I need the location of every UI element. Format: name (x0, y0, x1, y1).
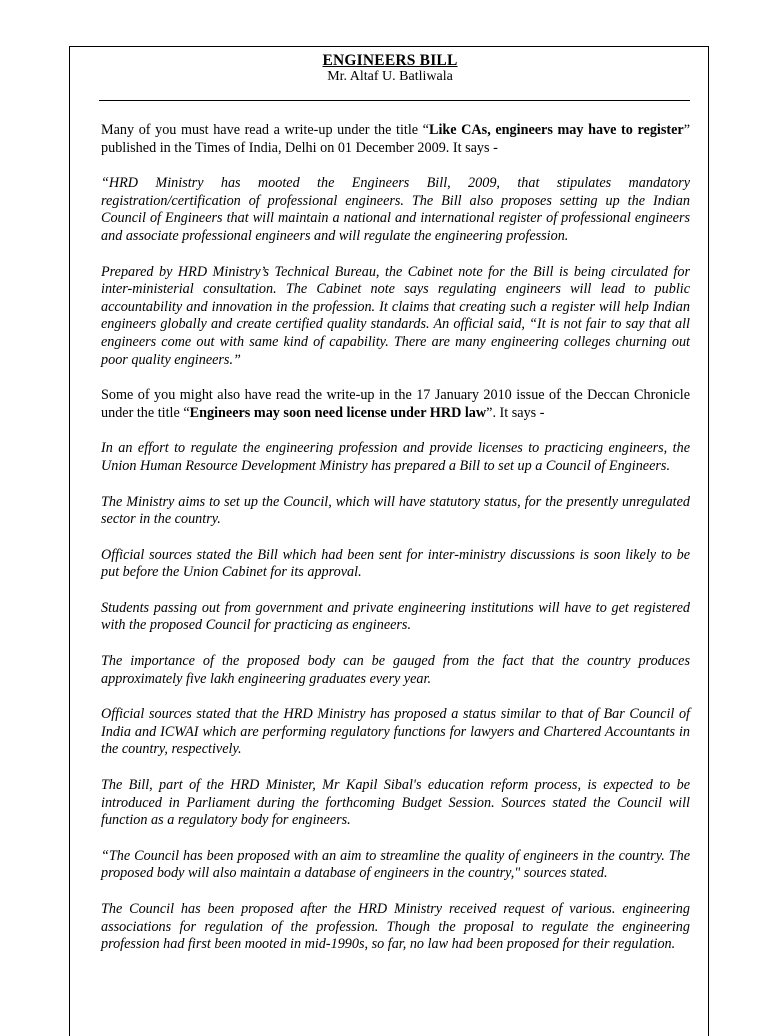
article-title-toi: Like CAs, engineers may have to register (428, 122, 684, 138)
document-page (69, 46, 709, 1036)
quote-paragraph: Students passing out from government and private engineering institutions will have to get registered with the proposed Council for practicing as engineers. (101, 599, 690, 634)
quote-paragraph: The Bill, part of the HRD Minister, Mr Kapil Sibal's education reform process, is expected to be introduced in Parliament during the forthcoming Budget Session. Sources stated the Council will function as a regulatory body for engineers. (101, 777, 690, 829)
quote-paragraph: The importance of the proposed body can be gauged from the fact that the country produces approximately five lakh engineering graduates every year. (101, 653, 690, 687)
header-divider (99, 100, 690, 101)
quote-paragraph: Official sources stated that the HRD Ministry has proposed a status similar to that of Bar Council of India and ICWAI which are performing regulatory functions for lawyers and Chartered Accountants in the country, respectively. (101, 706, 690, 758)
quote-paragraph: In an effort to regulate the engineering profession and provide licenses to practicing engineers, the Union Human Resource Development Ministry has prepared a Bill to set up a Council of Engineers. (101, 440, 690, 474)
article-title-deccan: Engineers may soon need license under HRD law (189, 404, 487, 421)
intro-paragraph-1: Many of you must have read a write-up under the title “Like CAs, engineers may have to register” published in the Times of India, Delhi on 01 December 2009. It says - (101, 122, 691, 156)
quote-paragraph: The Ministry aims to set up the Council, which will have statutory status, for the presently unregulated sector in the country. (101, 493, 690, 528)
quote-paragraph: “The Council has been proposed with an aim to streamline the quality of engineers in the country. The proposed body will also maintain a database of engineers in the country," sources stated. (101, 847, 690, 882)
document-title: ENGINEERS BILL (322, 52, 458, 69)
quote-paragraph: The Council has been proposed after the HRD Ministry received request of various. engineering associations for regulation of the profession. Though the proposal to regulate the engineering profession had first been mooted in mid-1990s, so far, no law had been proposed for their regulation. (101, 901, 690, 953)
intro-paragraph-2: Some of you might also have read the write-up in the 17 January 2010 issue of the Deccan Chronicle under the title “Engineers may soon need license under HRD law”. It says - (101, 387, 690, 421)
quote-paragraph: “HRD Ministry has mooted the Engineers Bill, 2009, that stipulates mandatory registration/certification of professional engineers. The Bill also proposes setting up the Indian Council of Engineers that will maintain a national and international register of professional engineers and associate professional engineers and will regulate the engineering profession. (101, 175, 690, 244)
quote-paragraph: Prepared by HRD Ministry’s Technical Bureau, the Cabinet note for the Bill is being circulated for inter-ministerial consultation. The Cabinet note says regulating engineers will lead to public accountability and innovation in the profession. It claims that creating such a register will help Indian engineers globally and create certified quality standards. An official said, “It is not fair to say that all engineers come out with same kind of capability. There are many engineering colleges churning out poor quality engineers.” (101, 263, 690, 368)
quote-paragraph: Official sources stated the Bill which had been sent for inter-ministry discussions is soon likely to be put before the Union Cabinet for its approval. (101, 546, 690, 581)
document-body (101, 122, 690, 972)
author-name: Mr. Altaf U. Batliwala (327, 69, 453, 84)
